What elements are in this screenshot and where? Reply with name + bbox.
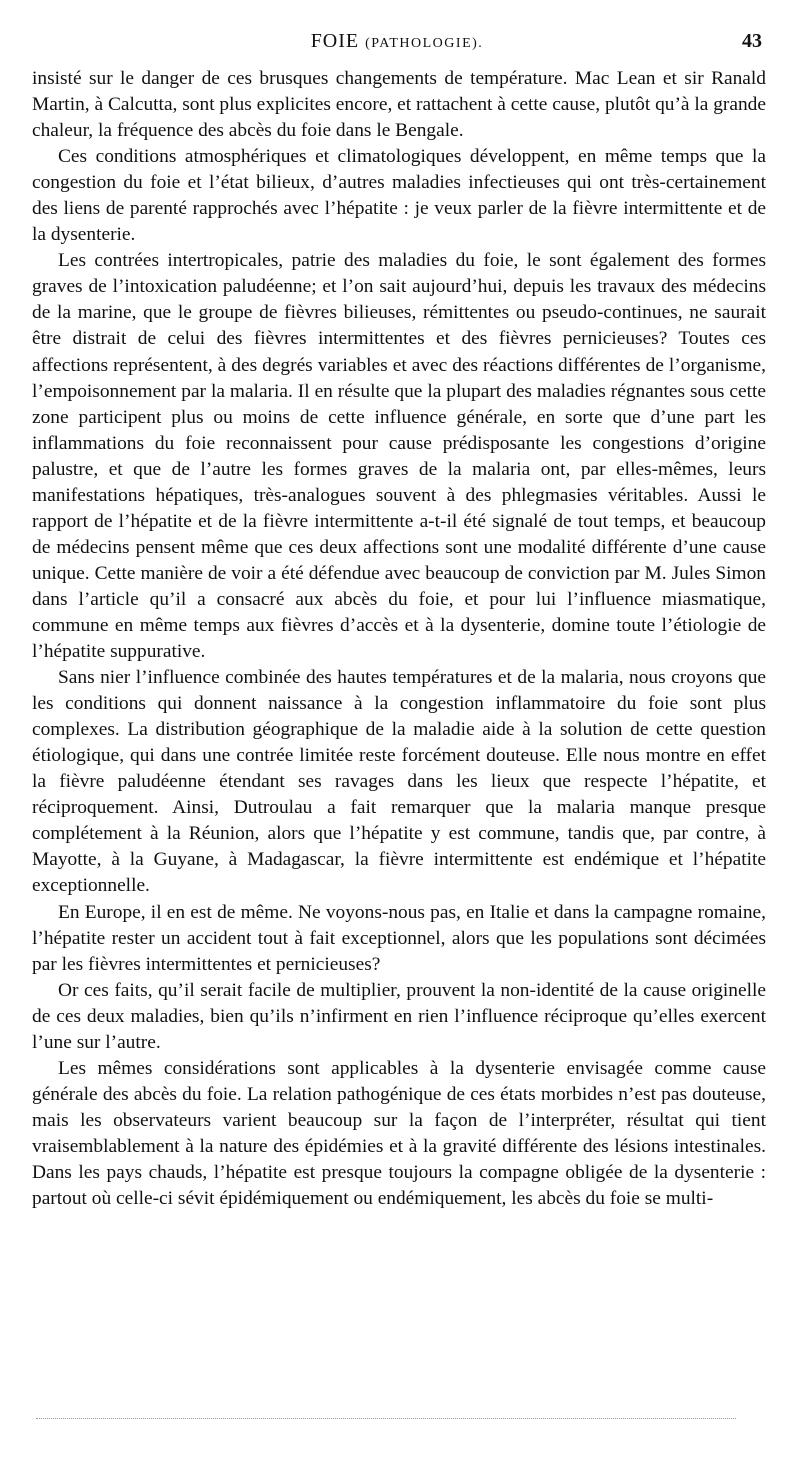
running-title-subtitle: (PATHOLOGIE). — [365, 36, 484, 51]
paragraph-3: Les contrées intertropicales, patrie des maladies du foie, le sont également des formes graves de l’intoxication paludéenne; et l’on sait aujourd’hui, depuis les travaux des médecins de la marine, que le groupe de fièvres bilieuses, rémittentes ou pseudo-continues, ne saurait être distrait de celui des fièvres intermittentes et des fièvres pernicieuses? Toutes ces affections représentent, à des degrés variables et avec des réactions différentes de l’organisme, l’empoisonnement par la malaria. Il en résulte que la plupart des maladies régnantes sous cette zone participent plus ou moins de cette influence générale, en sorte que d’une part les inflammations du foie reconnaissent pour cause prédisposante les congestions d’origine palustre, et que de l’autre les formes graves de la malaria ont, par elles-mêmes, leurs manifestations hépatiques, très-analogues souvent à des phlegmasies véritables. Aussi le rapport de l’hépatite et de la fièvre intermittente a-t-il été signalé de tout temps, et beaucoup de médecins pensent même que ces deux affections sont une modalité différente d’une cause unique. Cette manière de voir a été défendue avec beaucoup de conviction par M. Jules Simon dans l’article qu’il a consacré aux abcès du foie, et pour lui l’influence miasmatique, commune en même temps aux fièvres d’accès et à la dysenterie, domine toute l’étiologie de l’hépatite suppurative. — [32, 250, 766, 663]
page-number: 43 — [742, 30, 762, 52]
footer-dotted-rule — [36, 1418, 736, 1419]
paragraph-2: Ces conditions atmosphériques et climatologiques développent, en même temps que la congestion du foie et l’état bilieux, d’autres maladies infectieuses qui ont très-certainement des liens de parenté rapprochés avec l’hépatite : je veux parler de la fièvre intermittente et de la dysenterie. — [32, 146, 766, 246]
paragraph-6: Or ces faits, qu’il serait facile de multiplier, prouvent la non-identité de la cause originelle de ces deux maladies, bien qu’ils n’infirment en rien l’influence réciproque qu’elles exercent l’une sur l’autre. — [32, 979, 766, 1053]
paragraph-5: En Europe, il en est de même. Ne voyons-nous pas, en Italie et dans la campagne romaine, l’hépatite rester un accident tout à fait exceptionnel, alors que les populations sont décimées par les fièvres intermittentes et pernicieuses? — [32, 901, 766, 975]
running-title — [32, 30, 762, 53]
running-header — [32, 30, 762, 60]
paragraph-7: Les mêmes considérations sont applicables à la dysenterie envisagée comme cause générale des abcès du foie. La relation pathogénique de ces états morbides n’est pas douteuse, mais les observateurs varient beaucoup sur la façon de l’interpréter, résultat qui tient vraisemblablement à la nature des épidémies et à la gravité différente des lésions intestinales. Dans les pays chauds, l’hépatite est presque toujours la compagne obligée de la dysenterie : partout où celle-ci sévit épidémiquement ou endémiquement, les abcès du foie se multi- — [32, 1057, 766, 1210]
paragraph-4: Sans nier l’influence combinée des hautes températures et de la malaria, nous croyons que les conditions qui donnent naissance à la congestion inflammatoire du foie sont plus complexes. La distribution géographique de la maladie aide à la solution de cette question étiologique, qui dans une contrée limitée reste forcément douteuse. Elle nous montre en effet la fièvre paludéenne étendant ses ravages dans les lieux que respecte l’hépatite, et réciproquement. Ainsi, Dutroulau a fait remarquer que la malaria manque presque complétement à la Réunion, alors que l’hépatite y est commune, tandis que, par contre, à Mayotte, à la Guyane, à Madagascar, la fièvre intermittente est endémique et l’hépatite exceptionnelle. — [32, 667, 766, 897]
running-title-main: FOIE — [310, 30, 360, 52]
body-text — [32, 66, 766, 1212]
paragraph-1: insisté sur le danger de ces brusques changements de température. Mac Lean et sir Ranald Martin, à Calcutta, sont plus explicites encore, et rattachent à cette cause, plutôt qu’à la grande chaleur, la fréquence des abcès du foie dans le Bengale. — [32, 68, 766, 142]
